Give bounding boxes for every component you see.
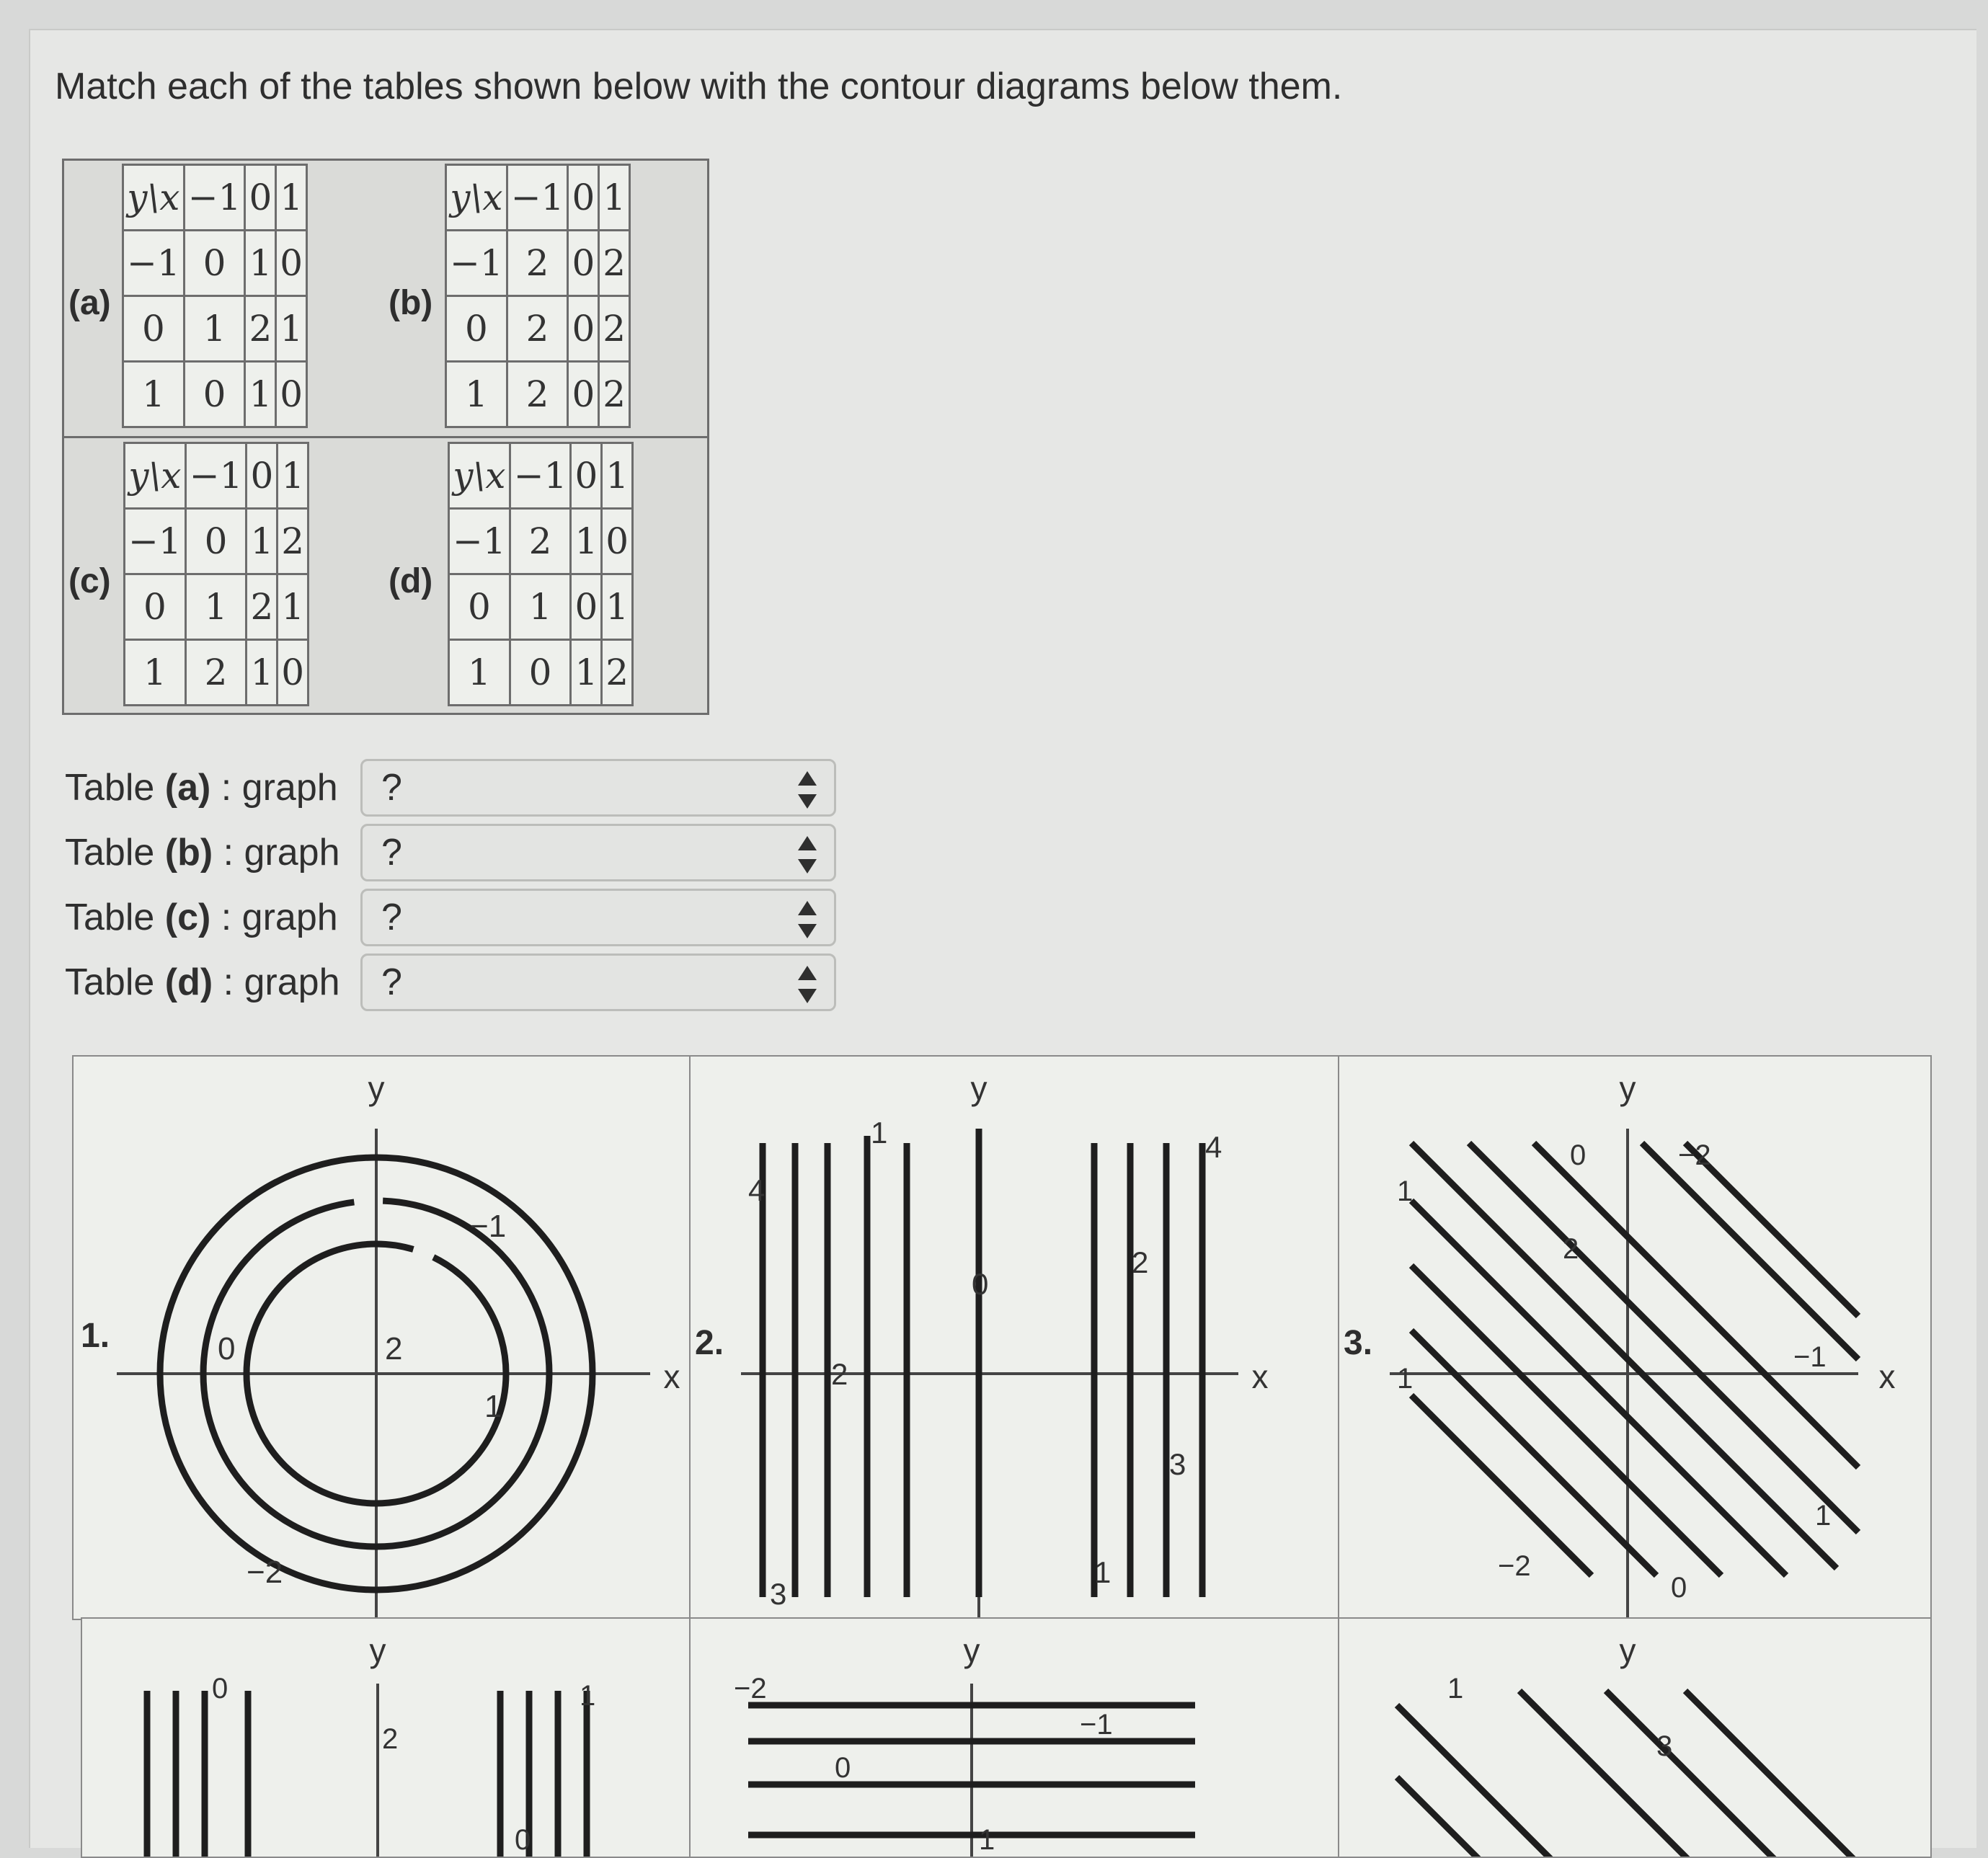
cell: 0 [571, 574, 602, 640]
question-label-b: Table (b) : graph [65, 832, 340, 874]
select-arrows-icon [796, 770, 818, 810]
table-b-label: (b) [389, 284, 433, 322]
x-axis-label: x [1878, 1358, 1896, 1395]
graph-5 [689, 1617, 1341, 1858]
header-cell: 1 [276, 165, 307, 231]
contour-label: 2 [1563, 1233, 1579, 1265]
cell: 2 [278, 509, 309, 574]
contour-label: 1 [1397, 1175, 1414, 1207]
tables-block [62, 159, 709, 715]
row-header: −1 [125, 509, 186, 574]
contour-label: 3 [1656, 1730, 1673, 1762]
header-cell: y\x [446, 165, 507, 231]
cell: 1 [185, 574, 247, 640]
header-cell: 0 [568, 165, 599, 231]
question-row-d [65, 953, 836, 1012]
table-d-label: (d) [389, 562, 433, 600]
row-header: −1 [123, 231, 185, 296]
contour-label: 2 [382, 1723, 399, 1755]
contour-label: 0 [218, 1331, 236, 1366]
selected-value: ? [381, 961, 402, 1003]
header-cell: y\x [125, 443, 186, 509]
cell: 1 [276, 296, 307, 362]
cell: 0 [278, 640, 309, 706]
y-axis-label: y [1619, 1070, 1636, 1107]
cell: 2 [599, 231, 630, 296]
cell: 1 [278, 574, 309, 640]
select-arrows-icon [796, 835, 818, 875]
contour-graphs [46, 1023, 1930, 1856]
contour-label: 2 [1132, 1245, 1149, 1279]
graph-2-number: 2. [695, 1324, 724, 1362]
table-b [445, 164, 631, 428]
question-label-c: Table (c) : graph [65, 897, 338, 938]
question-row-b [65, 823, 836, 882]
graph-select-b[interactable] [360, 824, 836, 881]
cell: 2 [507, 296, 568, 362]
table-d [448, 442, 634, 706]
contour-label: 0 [972, 1267, 989, 1301]
contour-label: −1 [1793, 1341, 1827, 1373]
cell: 0 [276, 362, 307, 427]
graph-select-c[interactable] [360, 889, 836, 946]
question-prompt: Match each of the tables shown below with the contour diagrams below them. [55, 66, 1343, 107]
contour-label: −2 [734, 1673, 767, 1704]
question-label-d: Table (d) : graph [65, 961, 340, 1003]
contour-label: 1 [979, 1824, 995, 1856]
cell: 1 [602, 574, 633, 640]
graph-1-number: 1. [81, 1317, 110, 1355]
cell: 1 [571, 640, 602, 706]
graph-select-d[interactable] [360, 954, 836, 1011]
cell: 2 [602, 640, 633, 706]
graph-4-plot [82, 1619, 691, 1857]
y-axis-label: y [1619, 1632, 1636, 1669]
cell: 0 [568, 231, 599, 296]
cell: 1 [245, 362, 276, 427]
row-header: −1 [446, 231, 507, 296]
contour-label: 1 [1447, 1673, 1464, 1704]
cell: 1 [247, 640, 278, 706]
table-c [123, 442, 309, 706]
cell: 2 [507, 362, 568, 427]
divider [64, 436, 707, 438]
contour-label: −1 [470, 1209, 507, 1244]
cell: 0 [602, 509, 633, 574]
contour-label: 0 [1570, 1139, 1587, 1171]
row-header: −1 [449, 509, 510, 574]
header-cell: −1 [507, 165, 568, 231]
contour-label: 3 [770, 1577, 787, 1611]
graph-1 [72, 1055, 692, 1620]
graph-6 [1338, 1617, 1932, 1858]
diagonal-contours [1411, 1143, 1858, 1575]
y-axis-label: y [970, 1070, 988, 1107]
table-c-label: (c) [68, 562, 111, 600]
graph-select-a[interactable] [360, 759, 836, 817]
graph-1-plot [74, 1057, 691, 1619]
diagonal-contours [1397, 1691, 1858, 1857]
row-header: 0 [125, 574, 186, 640]
x-axis-label: x [1251, 1358, 1269, 1395]
contour-label: 0 [835, 1752, 851, 1784]
contour-label: 4 [1205, 1130, 1222, 1164]
cell: 0 [510, 640, 571, 706]
graph-3-number: 3. [1344, 1324, 1373, 1362]
question-row-a [65, 758, 836, 817]
select-arrows-icon [796, 899, 818, 940]
cell: 0 [184, 362, 245, 427]
header-cell: 1 [278, 443, 309, 509]
row-header: 1 [125, 640, 186, 706]
question-label-a: Table (a) : graph [65, 767, 338, 809]
cell: 2 [245, 296, 276, 362]
row-header: 1 [446, 362, 507, 427]
graph-4 [81, 1617, 692, 1858]
header-cell: 1 [599, 165, 630, 231]
selected-value: ? [381, 897, 402, 938]
selected-value: ? [381, 767, 402, 809]
select-arrows-icon [796, 964, 818, 1005]
contour-label: 1 [1397, 1363, 1414, 1395]
contour-label: 0 [212, 1673, 228, 1704]
graph-3 [1338, 1055, 1932, 1620]
header-cell: 0 [247, 443, 278, 509]
contour-label: 1 [1815, 1500, 1832, 1532]
graph-3-plot [1339, 1057, 1930, 1619]
cell: 0 [568, 362, 599, 427]
y-axis-label: y [963, 1632, 980, 1669]
header-cell: y\x [449, 443, 510, 509]
cell: 2 [507, 231, 568, 296]
cell: 2 [510, 509, 571, 574]
graph-5-plot [691, 1619, 1339, 1857]
cell: 0 [184, 231, 245, 296]
contour-label: 1 [871, 1116, 888, 1150]
contour-label: −2 [247, 1555, 283, 1590]
header-cell: 0 [571, 443, 602, 509]
vertical-contours [763, 1129, 1202, 1597]
row-header: 1 [123, 362, 185, 427]
graph-2 [689, 1055, 1341, 1620]
header-cell: y\x [123, 165, 185, 231]
contour-label: 1 [580, 1680, 596, 1712]
cell: 1 [510, 574, 571, 640]
contour-label: 3 [1169, 1447, 1186, 1481]
contour-label: −2 [1498, 1550, 1531, 1582]
cell: 1 [571, 509, 602, 574]
header-cell: 1 [602, 443, 633, 509]
contour-label: 2 [385, 1331, 403, 1366]
header-cell: −1 [185, 443, 247, 509]
header-cell: 0 [245, 165, 276, 231]
table-a [122, 164, 308, 428]
selected-value: ? [381, 832, 402, 874]
table-a-label: (a) [68, 284, 111, 322]
graph-2-plot [691, 1057, 1339, 1619]
header-cell: −1 [510, 443, 571, 509]
row-header: 0 [123, 296, 185, 362]
graph-6-plot [1339, 1619, 1930, 1857]
contour-label: 2 [831, 1357, 848, 1391]
cell: 0 [276, 231, 307, 296]
contour-label: 0 [1671, 1572, 1687, 1604]
contour-label: −2 [1678, 1139, 1711, 1171]
cell: 2 [599, 296, 630, 362]
contour-label: −1 [1080, 1709, 1113, 1741]
row-header: 1 [449, 640, 510, 706]
y-axis-label: y [368, 1070, 385, 1107]
cell: 0 [568, 296, 599, 362]
cell: 1 [247, 509, 278, 574]
x-axis-label: x [663, 1358, 680, 1395]
header-cell: −1 [184, 165, 245, 231]
contour-label: 4 [748, 1173, 766, 1207]
y-axis-label: y [369, 1632, 386, 1669]
row-header: 0 [449, 574, 510, 640]
row-header: 0 [446, 296, 507, 362]
cell: 1 [245, 231, 276, 296]
cell: 2 [599, 362, 630, 427]
cell: 2 [185, 640, 247, 706]
cell: 2 [247, 574, 278, 640]
cell: 0 [185, 509, 247, 574]
contour-label: 1 [1094, 1555, 1111, 1589]
contour-label: 1 [484, 1389, 502, 1424]
cell: 1 [184, 296, 245, 362]
contour-label: 0 [515, 1824, 531, 1856]
question-row-c [65, 888, 836, 947]
